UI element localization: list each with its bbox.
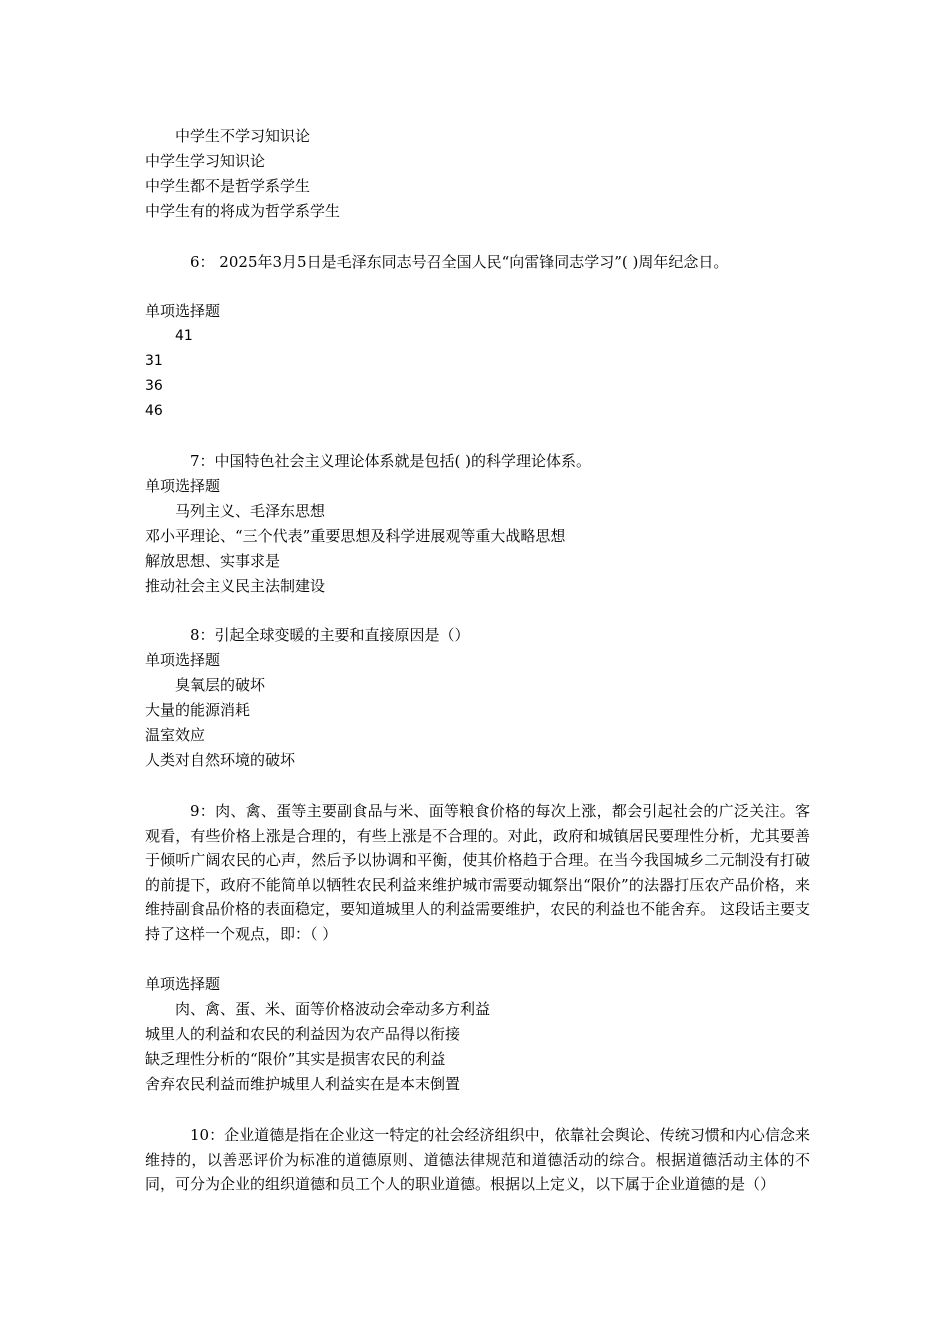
q9-option-c: 缺乏理性分析的“限价”其实是损害农民的利益 <box>145 1050 446 1068</box>
q8-type: 单项选择题 <box>145 651 221 669</box>
q6-option-c: 36 <box>145 378 163 394</box>
q8-option-a: 臭氧层的破坏 <box>175 676 266 694</box>
q6-stem: 6： 2025年3月5日是毛泽东同志号召全国人民“向雷锋同志学习”( )周年纪念日。 <box>190 253 729 271</box>
q6-option-d: 46 <box>145 403 163 419</box>
q5-option-b: 中学生学习知识论 <box>145 152 266 170</box>
q5-option-a: 中学生不学习知识论 <box>175 127 311 145</box>
q9-option-a: 肉、禽、蛋、米、面等价格波动会牵动多方利益 <box>175 1000 491 1018</box>
q7-type: 单项选择题 <box>145 477 221 495</box>
q7-stem: 7：中国特色社会主义理论体系就是包括( )的科学理论体系。 <box>190 452 592 470</box>
q7-option-d: 推动社会主义民主法制建设 <box>145 577 326 595</box>
q10-stem: 10：企业道德是指在企业这一特定的社会经济组织中，依靠社会舆论、传统习惯和内心信念来维持的，以善恶评价为标准的道德原则、道德法律规范和道德活动的综合。根据道德活动主体的不同，可分为企业的组织道德和员工个人的职业道德。根据以上定义，以下属于企业道德的是（） <box>145 1126 810 1193</box>
q7-option-b: 邓小平理论、“三个代表”重要思想及科学进展观等重大战略思想 <box>145 527 566 545</box>
q8-option-d: 人类对自然环境的破坏 <box>145 751 296 769</box>
q6-option-a: 41 <box>175 328 193 344</box>
q6-option-b: 31 <box>145 353 163 369</box>
q8-stem: 8：引起全球变暖的主要和直接原因是（） <box>190 626 470 644</box>
q8-option-c: 温室效应 <box>145 726 206 744</box>
q5-option-d: 中学生有的将成为哲学系学生 <box>145 202 341 220</box>
q5-option-c: 中学生都不是哲学系学生 <box>145 177 311 195</box>
q8-option-b: 大量的能源消耗 <box>145 701 251 719</box>
q6-type: 单项选择题 <box>145 302 221 320</box>
q7-option-c: 解放思想、实事求是 <box>145 552 281 570</box>
q9-option-b: 城里人的利益和农民的利益因为农产品得以衔接 <box>145 1025 461 1043</box>
q9-option-d: 舍弃农民利益而维护城里人利益实在是本末倒置 <box>145 1075 461 1093</box>
q7-option-a: 马列主义、毛泽东思想 <box>175 502 326 520</box>
q9-stem: 9：肉、禽、蛋等主要副食品与米、面等粮食价格的每次上涨，都会引起社会的广泛关注。客观看，有些价格上涨是合理的，有些上涨是不合理的。对此，政府和城镇居民要理性分析，尤其要善于倾听广阔农民的心声，然后予以协调和平衡，使其价格趋于合理。在当今我国城乡二元制没有打破的前提下，政府不能简单以牺牲农民利益来维护城市需要动辄祭出“限价”的法器打压农产品价格，来维持副食品价格的表面稳定，要知道城里人的利益需要维护，农民的利益也不能舍弃。 这段话主要支持了这样一个观点，即：（ ） <box>145 802 810 943</box>
q9-type: 单项选择题 <box>145 975 221 993</box>
